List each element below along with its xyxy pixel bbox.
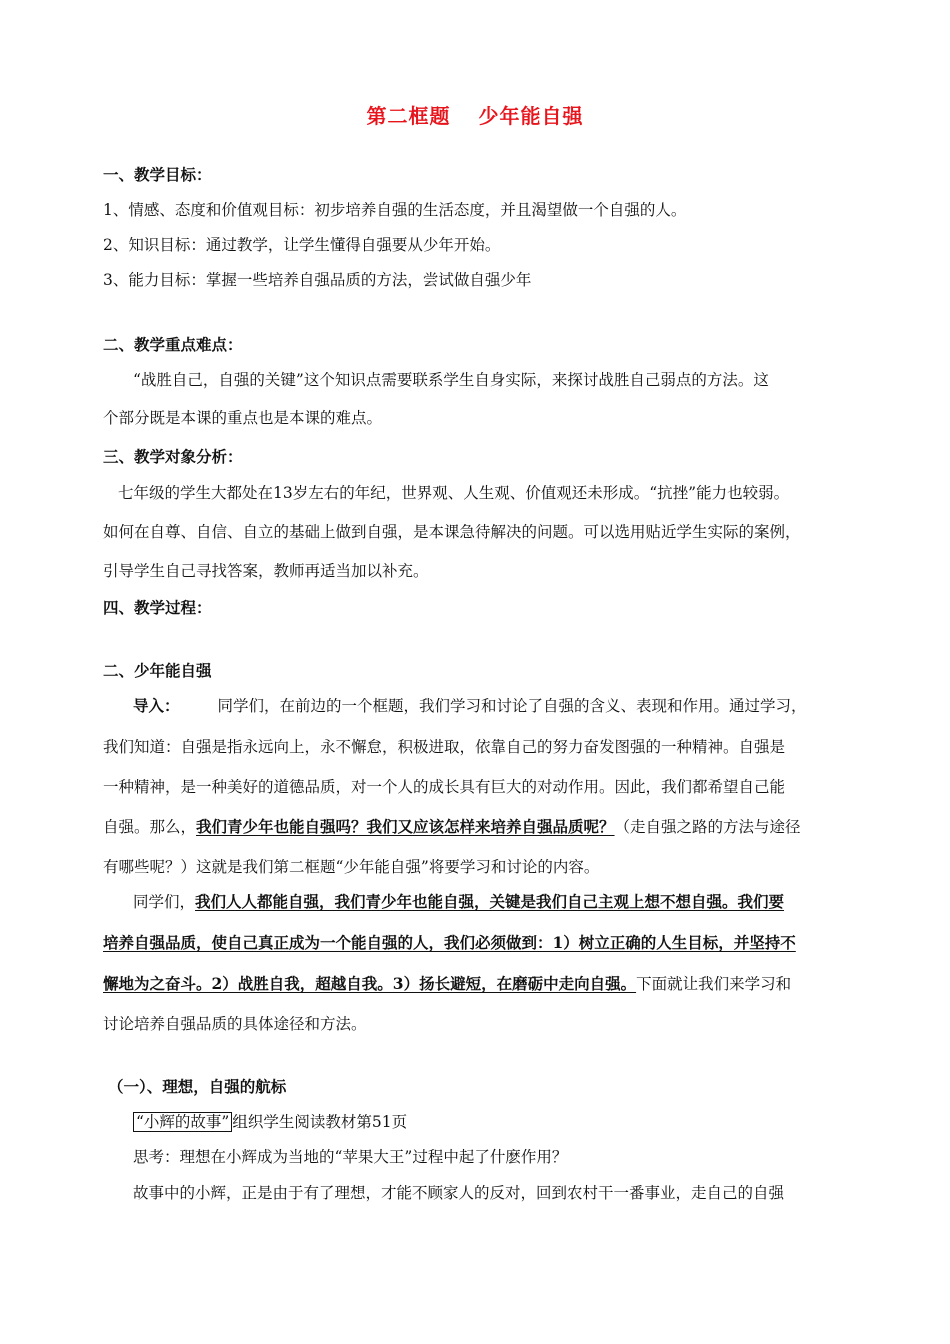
story-title-box: “小辉的故事”	[133, 1112, 232, 1132]
para2-line-4: 讨论培养自强品质的具体途径和方法。	[103, 1015, 367, 1033]
heading-ideal-beacon: （一）、理想，自强的航标	[108, 1078, 287, 1096]
think-question: 思考：理想在小辉成为当地的“苹果大王”过程中起了什麽作用？	[133, 1148, 568, 1166]
para2-line-1	[133, 890, 893, 912]
audience-line-2: 如何在自尊、自信、自立的基础上做到自强，是本课急待解决的问题。可以选用贴近学生实际的案例，	[103, 523, 801, 541]
para2-line-2: 培养自强品质，使自己真正成为一个能自强的人，我们必须做到：1）树立正确的人生目标，并坚持不	[103, 933, 796, 952]
intro-line-2: 我们知道：自强是指永远向上，永不懈怠，积极进取，依靠自己的努力奋发图强的一种精神。自强是	[103, 738, 786, 756]
goal-item-3: 3、能力目标：掌握一些培养自强品质的方法，尝试做自强少年	[103, 271, 532, 289]
intro-key-question: 我们青少年也能自强吗？我们又应该怎样来培养自强品质呢？	[196, 817, 615, 836]
para2-text-3b: 下面就让我们来学习和	[636, 975, 792, 993]
title-part-2: 少年能自强	[478, 104, 584, 128]
para2-emphasis-1: 我们人人都能自强，我们青少年也能自强，关键是我们自己主观上想不想自强。我们要	[195, 892, 785, 911]
intro-label: 导入：	[133, 696, 180, 715]
key-points-line-1: “战胜自己，自强的关键”这个知识点需要联系学生自身实际，来探讨战胜自己弱点的方法。这	[133, 371, 769, 389]
goal-item-2: 2、知识目标：通过教学，让学生懂得自强要从少年开始。	[103, 236, 501, 254]
goal-item-1: 1、情感、态度和价值观目标：初步培养自强的生活态度，并且渴望做一个自强的人。	[103, 201, 687, 219]
intro-line-4	[103, 815, 863, 837]
page-title	[0, 100, 950, 129]
para2-text-1a: 同学们，	[133, 893, 196, 911]
para2-emphasis-3: 懈地为之奋斗。2）战胜自我，超越自我。3）扬长避短，在磨砺中走向自强。	[103, 974, 637, 993]
title-part-1: 第二框题	[366, 104, 451, 128]
reading-instruction: 组织学生阅读教材第51页	[232, 1113, 408, 1131]
audience-line-3: 引导学生自己寻找答案，教师再适当加以补充。	[103, 562, 429, 580]
para2-line-3	[103, 972, 863, 994]
heading-youth-self-strengthening: 二、少年能自强	[103, 662, 212, 680]
audience-line-1: 七年级的学生大都处在13岁左右的年纪，世界观、人生观、价值观还未形成。“抗挫”能力也较弱。	[118, 484, 790, 502]
heading-teaching-process: 四、教学过程：	[103, 599, 212, 617]
intro-text-1: 同学们，在前边的一个框题，我们学习和讨论了自强的含义、表现和作用。通过学习，	[217, 697, 807, 715]
heading-key-points: 二、教学重点难点：	[103, 336, 243, 354]
intro-line-1	[133, 694, 893, 716]
story-analysis: 故事中的小辉，正是由于有了理想，才能不顾家人的反对，回到农村干一番事业，走自己的自强	[133, 1184, 785, 1202]
intro-line-3: 一种精神，是一种美好的道德品质，对一个人的成长具有巨大的对动作用。因此，我们都希望自己能	[103, 778, 786, 796]
reading-assignment	[133, 1110, 893, 1132]
intro-text-4c: （走自强之路的方法与途径	[614, 818, 801, 836]
intro-text-4a: 自强。那么，	[103, 818, 197, 836]
key-points-line-2: 个部分既是本课的重点也是本课的难点。	[103, 409, 383, 427]
heading-audience-analysis: 三、教学对象分析：	[103, 448, 243, 466]
intro-line-5: 有哪些呢？）这就是我们第二框题“少年能自强”将要学习和讨论的内容。	[103, 858, 600, 876]
heading-teaching-goals: 一、教学目标：	[103, 166, 212, 184]
